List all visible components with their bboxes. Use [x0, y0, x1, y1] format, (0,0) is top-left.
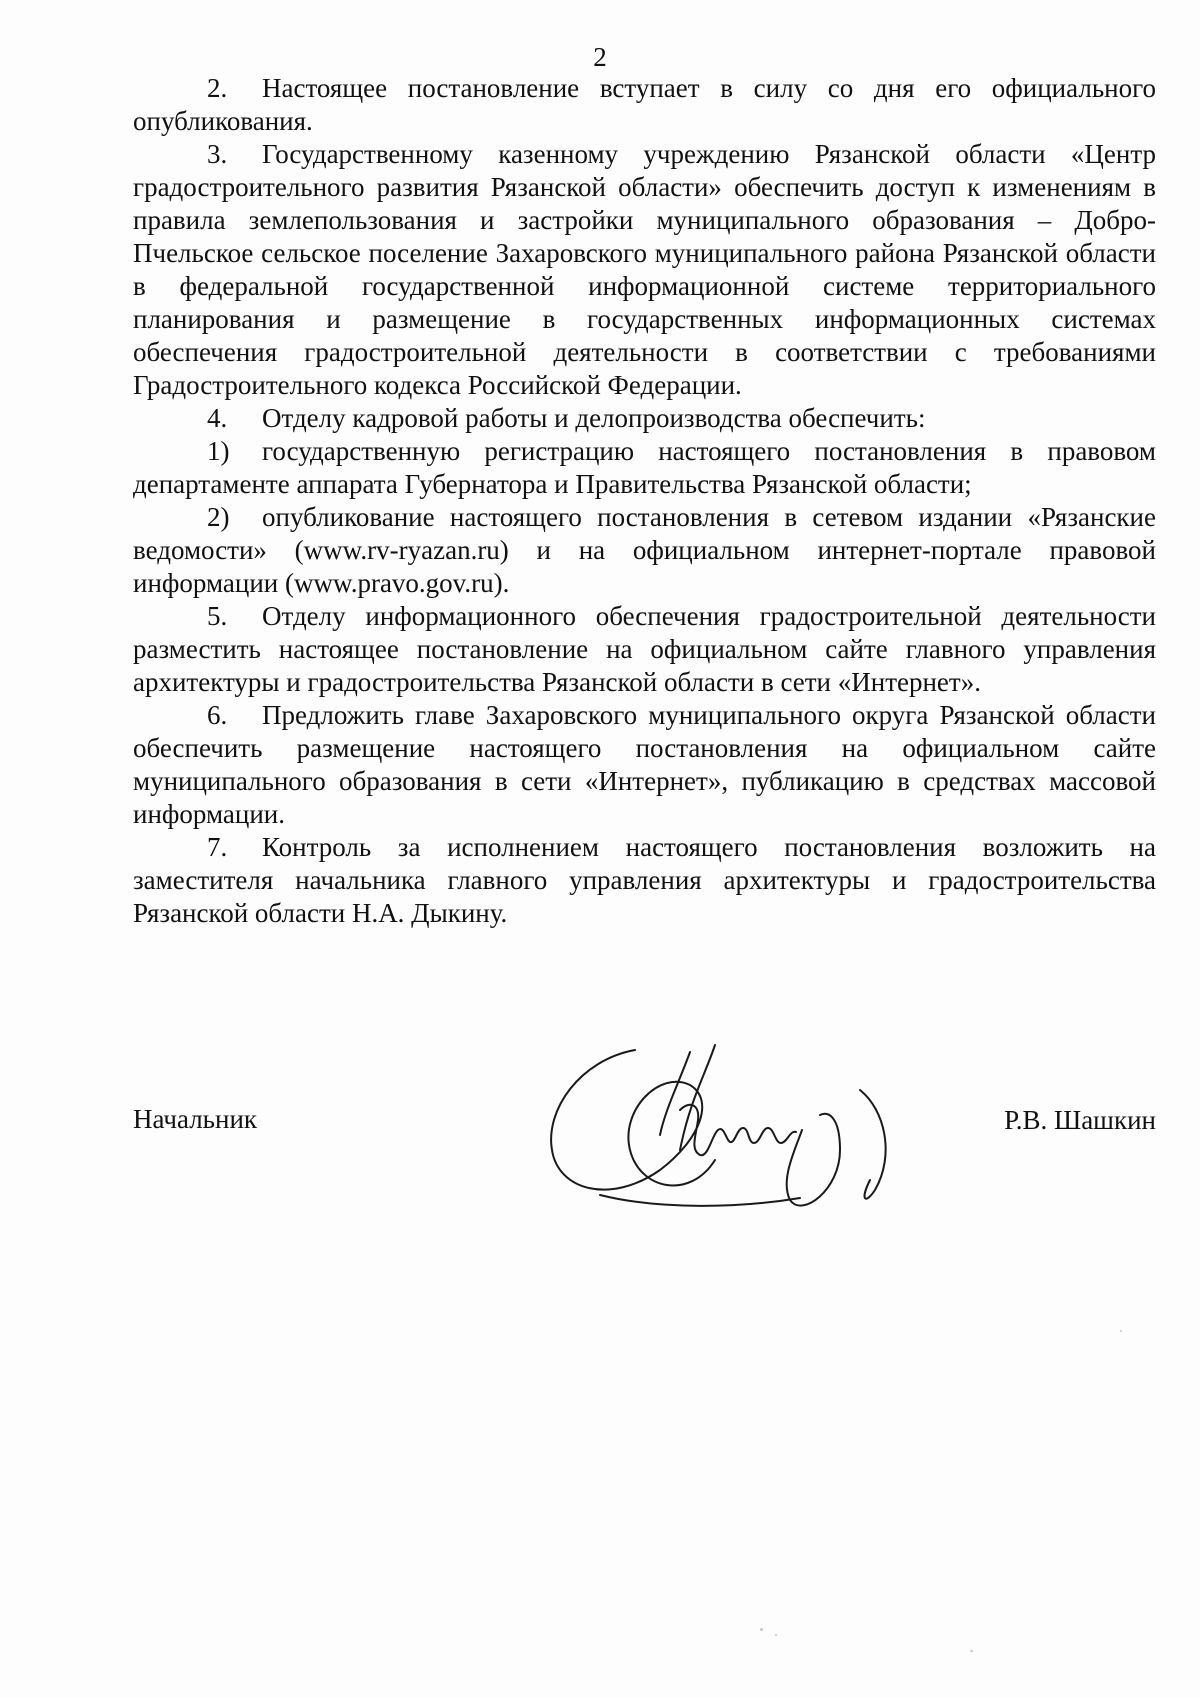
- paragraph-4: [133, 402, 1156, 435]
- paragraph-number: 4.: [207, 403, 228, 433]
- paragraph-number: 2.: [207, 73, 228, 103]
- paragraph-text: Государственному казенному учреждению Рязанской области «Центр градостроительного развития Рязанской области» обеспечить доступ к изменениям в правила землепользования и застройки муниципального образования – Добро-Пчельское сельское поселение Захаровского муниципального района Рязанской области в федеральной государственной информационной системе территориального планирования и размещение в государственных информационных системах обеспечения градостроительной деятельности в соответствии с требованиями Градостроительного кодекса Российской Федерации.: [133, 139, 1156, 400]
- paragraph-number: 3.: [207, 139, 228, 169]
- paragraph-text: Предложить главе Захаровского муниципального округа Рязанской области обеспечить размещение настоящего постановления на официальном сайте муниципального образования в сети «Интернет», публикацию в средствах массовой информации.: [133, 700, 1156, 829]
- subparagraph-1: [133, 435, 1156, 501]
- paragraph-text: Контроль за исполнением настоящего постановления возложить на заместителя начальника главного управления архитектуры и градостроительства Рязанской области Н.А. Дыкину.: [133, 832, 1156, 928]
- paragraph-number: 1): [207, 436, 230, 466]
- paragraph-text: Отделу кадровой работы и делопроизводства обеспечить:: [262, 403, 926, 433]
- paragraph-number: 5.: [207, 601, 228, 631]
- paragraph-6: [133, 699, 1156, 831]
- paragraph-5: [133, 600, 1156, 699]
- signatory-name: Р.В. Шашкин: [1004, 1105, 1156, 1135]
- paragraph-7: [133, 831, 1156, 930]
- paragraph-number: 6.: [207, 700, 228, 730]
- document-body: [133, 72, 1156, 930]
- scan-artifact: [1120, 1330, 1122, 1332]
- paragraph-2: [133, 72, 1156, 138]
- paragraph-text: Настоящее постановление вступает в силу со дня его официального опубликования.: [133, 73, 1156, 136]
- paragraph-text: государственную регистрацию настоящего постановления в правовом департаменте аппарата Губернатора и Правительства Рязанской области;: [133, 436, 1156, 499]
- page-number: 2: [593, 42, 607, 72]
- paragraph-number: 2): [207, 502, 230, 532]
- paragraph-number: 7.: [207, 832, 228, 862]
- handwritten-signature: [540, 1040, 940, 1220]
- paragraph-3: [133, 138, 1156, 402]
- scan-artifact: [760, 1628, 763, 1631]
- paragraph-text: опубликование настоящего постановления в сетевом издании «Рязанские ведомости» (www.rv-ryazan.ru) и на официальном интернет-портале правовой информации (www.pravo.gov.ru).: [133, 502, 1156, 598]
- paragraph-text: Отделу информационного обеспечения градостроительной деятельности разместить настоящее постановление на официальном сайте главного управления архитектуры и градостроительства Рязанской области в сети «Интернет».: [133, 601, 1156, 697]
- scan-artifact: [775, 1634, 777, 1636]
- scan-artifact: [970, 1650, 973, 1652]
- subparagraph-2: [133, 501, 1156, 600]
- signatory-position: Начальник: [133, 1104, 258, 1134]
